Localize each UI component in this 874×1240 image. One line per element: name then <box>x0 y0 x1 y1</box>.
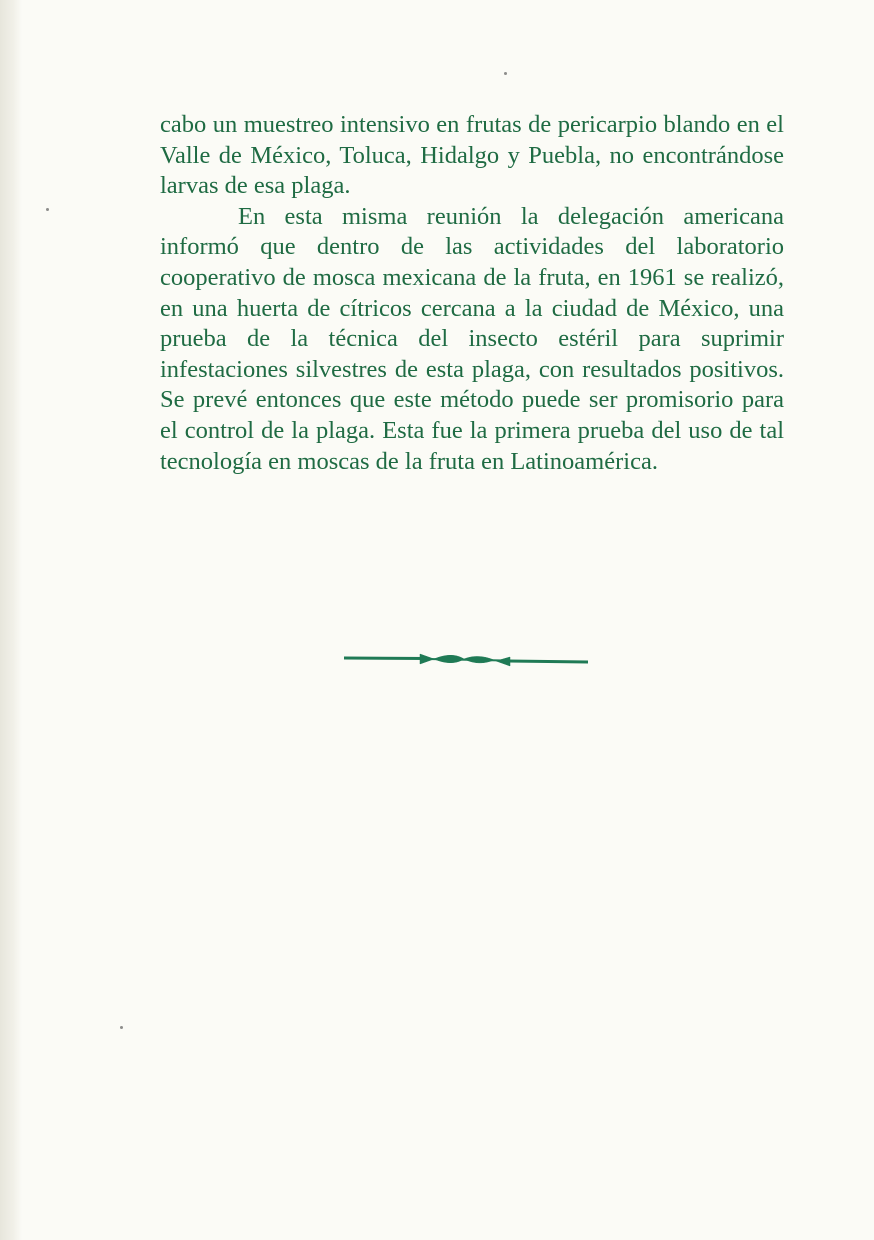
paper-speck <box>46 208 49 211</box>
paragraph: En esta misma reunión la delegación americana informó que dentro de las actividades del laboratorio cooperativo de mosca mexicana de la fruta, en 1961 se realizó, en una huerta de cítricos cercana a la ciudad de México, una prueba de la técnica del insecto estéril para suprimir infestaciones silvestres de esta plaga, con resultados positivos. Se prevé entonces que este método puede ser promisorio para el control de la plaga. Esta fue la primera prueba del uso de tal tecnología en moscas de la fruta en Latinoamérica. <box>160 202 784 475</box>
paper-speck <box>504 72 507 75</box>
decorative-divider-icon <box>342 650 590 670</box>
page-binding-edge <box>0 0 22 1240</box>
paper-speck <box>120 1026 123 1029</box>
body-text <box>160 110 784 477</box>
paragraph-continued: cabo un muestreo intensivo en frutas de pericarpio blando en el Valle de México, Toluca, Hidalgo y Puebla, no encontrándose larvas de esa plaga. <box>160 111 784 200</box>
